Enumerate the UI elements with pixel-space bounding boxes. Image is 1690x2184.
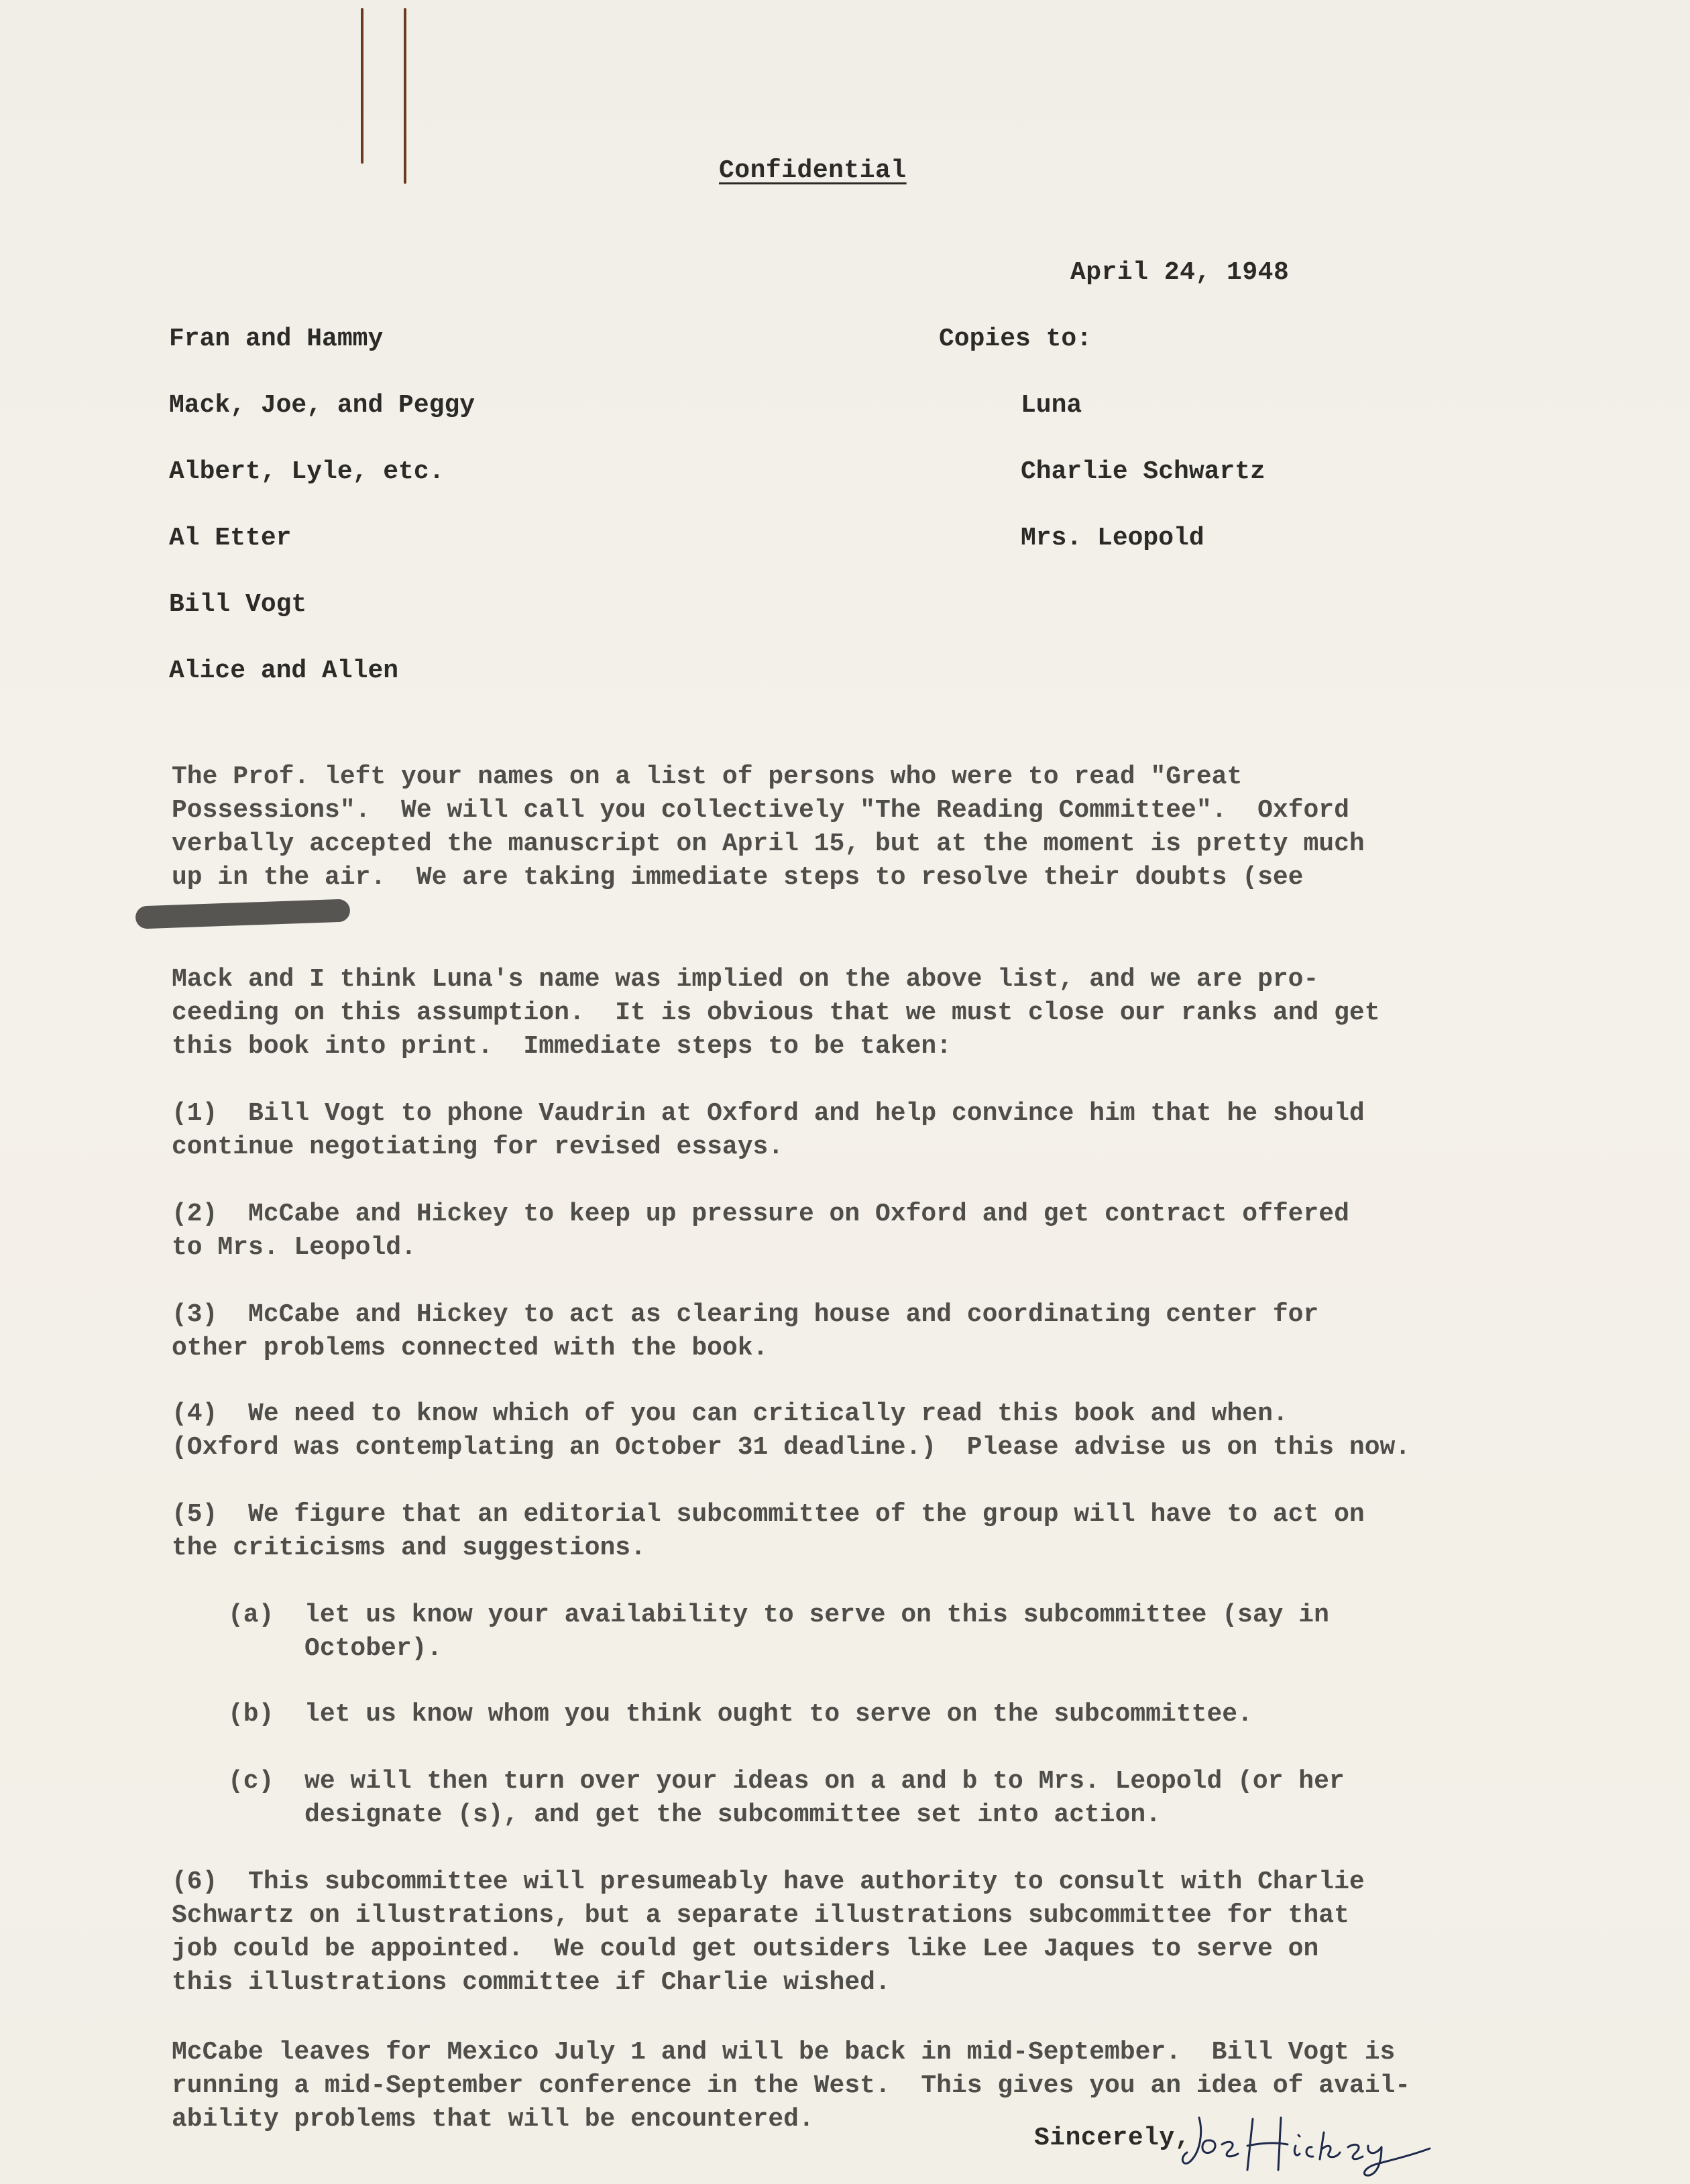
text-line: (4) We need to know which of you can critically read this book and when. — [172, 1399, 1288, 1428]
mack-paragraph — [172, 963, 1526, 1064]
text-line: (2) McCabe and Hickey to keep up pressure on Oxford and get contract offered — [172, 1200, 1349, 1228]
text-line: this illustrations committee if Charlie wished. — [172, 1968, 891, 1997]
recipient-list — [169, 325, 475, 723]
struck-out-text — [135, 899, 351, 929]
intro-paragraph — [172, 760, 1526, 895]
letter-date: April 24, 1948 — [1070, 258, 1290, 287]
step-5 — [172, 1498, 1526, 1565]
text-line: (5) We figure that an editorial subcommittee of the group will have to act on — [172, 1500, 1365, 1529]
valediction: Sincerely, — [1034, 2124, 1191, 2152]
text-line: The Prof. left your names on a list of persons who were to read "Great — [172, 762, 1243, 791]
step-1 — [172, 1097, 1526, 1164]
recipient: Al Etter — [169, 524, 292, 553]
copy-recipient: Mrs. Leopold — [1021, 524, 1204, 553]
text-line: (3) McCabe and Hickey to act as clearing house and coordinating center for — [172, 1300, 1319, 1329]
text-line: verbally accepted the manuscript on April 15, but at the moment is pretty much — [172, 829, 1365, 858]
copies-label: Copies to: — [939, 325, 1092, 353]
step-6 — [172, 1865, 1526, 2000]
fold-mark-right — [404, 8, 406, 184]
text-line: October). — [228, 1634, 443, 1663]
step-3 — [172, 1298, 1526, 1365]
step-4 — [172, 1397, 1526, 1464]
text-line: Schwartz on illustrations, but a separate illustrations subcommittee for that — [172, 1901, 1349, 1930]
text-line: continue negotiating for revised essays. — [172, 1133, 784, 1161]
text-line: (6) This subcommittee will presumeably have authority to consult with Charlie — [172, 1867, 1365, 1896]
text-line: Possessions". We will call you collectively "The Reading Committee". Oxford — [172, 796, 1349, 825]
text-line: to Mrs. Leopold. — [172, 1233, 416, 1262]
recipient: Fran and Hammy — [169, 325, 384, 353]
recipient: Alice and Allen — [169, 656, 399, 685]
recipient: Bill Vogt — [169, 590, 307, 619]
text-line: this book into print. Immediate steps to be taken: — [172, 1032, 952, 1061]
step-2 — [172, 1198, 1526, 1265]
text-line: ability problems that will be encountered. — [172, 2105, 814, 2134]
text-line: up in the air. We are taking immediate steps to resolve their doubts (see — [172, 863, 1304, 892]
text-line: (a) let us know your availability to serve on this subcommittee (say in — [228, 1601, 1329, 1629]
text-line: the criticisms and suggestions. — [172, 1534, 646, 1562]
recipient: Albert, Lyle, etc. — [169, 457, 445, 486]
text-line: running a mid-September conference in the West. This gives you an idea of avail- — [172, 2071, 1411, 2100]
text-line: ceeding on this assumption. It is obvious that we must close our ranks and get — [172, 998, 1380, 1027]
text-line: other problems connected with the book. — [172, 1334, 769, 1363]
step-5c — [228, 1765, 1583, 1832]
text-line: McCabe leaves for Mexico July 1 and will be back in mid-September. Bill Vogt is — [172, 2038, 1396, 2067]
fold-mark-left — [361, 8, 363, 164]
step-5b — [228, 1698, 1583, 1731]
copies-list — [939, 325, 1265, 590]
handwritten-signature — [1180, 2106, 1435, 2179]
document-title: Confidential — [719, 156, 907, 185]
text-line: (1) Bill Vogt to phone Vaudrin at Oxford and help convince him that he should — [172, 1099, 1365, 1128]
text-line: (b) let us know whom you think ought to serve on the subcommittee. — [228, 1700, 1253, 1729]
text-line: (Oxford was contemplating an October 31 deadline.) Please advise us on this now. — [172, 1433, 1411, 1462]
copy-recipient: Luna — [1021, 391, 1082, 420]
step-5a — [228, 1599, 1583, 1666]
text-line: Mack and I think Luna's name was implied on the above list, and we are pro- — [172, 965, 1319, 994]
text-line: (c) we will then turn over your ideas on a and b to Mrs. Leopold (or her — [228, 1767, 1345, 1796]
text-line: designate (s), and get the subcommittee set into action. — [228, 1800, 1162, 1829]
text-line: job could be appointed. We could get outsiders like Lee Jaques to serve on — [172, 1935, 1319, 1963]
recipient: Mack, Joe, and Peggy — [169, 391, 475, 420]
copy-recipient: Charlie Schwartz — [1021, 457, 1265, 486]
